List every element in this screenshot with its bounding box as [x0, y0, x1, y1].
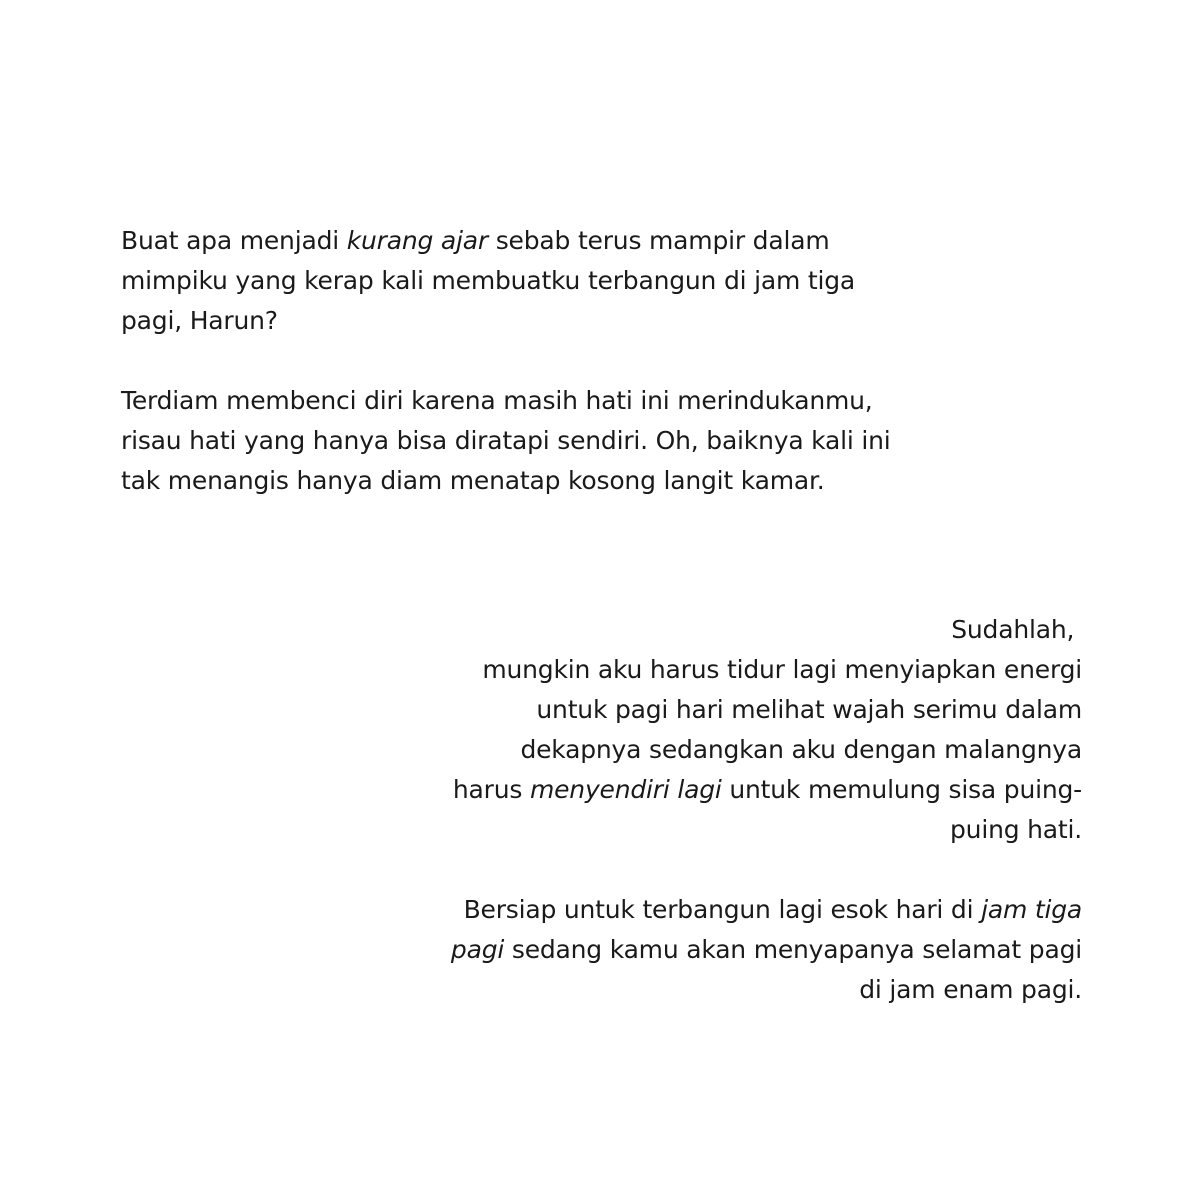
stanza-1: [121, 221, 1021, 341]
stanza-2: [121, 381, 1021, 501]
poem-left-block: [121, 221, 1021, 501]
poem-line: puing hati.: [950, 815, 1082, 844]
stanza-4: [322, 890, 1082, 1010]
italic-phrase: kurang ajar: [346, 226, 488, 255]
poem-line: tak menangis hanya diam menatap kosong langit kamar.: [121, 466, 825, 495]
poem-line: mungkin aku harus tidur lagi menyiapkan energi: [482, 655, 1082, 684]
poem-line: risau hati yang hanya bisa diratapi sendiri. Oh, baiknya kali ini: [121, 426, 891, 455]
poem-line: Bersiap untuk terbangun lagi esok hari di jam tiga: [463, 895, 1082, 924]
poem-line: pagi, Harun?: [121, 306, 278, 335]
poem-line: mimpiku yang kerap kali membuatku terbangun di jam tiga: [121, 266, 856, 295]
stanza-3: [322, 610, 1082, 850]
poem-line: Sudahlah,: [951, 615, 1082, 644]
poem-right-block: [322, 610, 1082, 1010]
poem-line: harus menyendiri lagi untuk memulung sisa puing-: [452, 775, 1082, 804]
poem-line: Terdiam membenci diri karena masih hati ini merindukanmu,: [121, 386, 873, 415]
stanza-gap: [121, 341, 1021, 381]
italic-phrase: pagi: [450, 935, 505, 964]
poem-line: pagi sedang kamu akan menyapanya selamat pagi: [450, 935, 1082, 964]
italic-phrase: jam tiga: [981, 895, 1082, 924]
poem-line: Buat apa menjadi kurang ajar sebab terus mampir dalam: [121, 226, 830, 255]
poem-line: untuk pagi hari melihat wajah serimu dalam: [536, 695, 1082, 724]
poem-line: dekapnya sedangkan aku dengan malangnya: [520, 735, 1082, 764]
italic-phrase: menyendiri lagi: [529, 775, 722, 804]
stanza-gap: [322, 850, 1082, 890]
poem-line: di jam enam pagi.: [859, 975, 1082, 1004]
